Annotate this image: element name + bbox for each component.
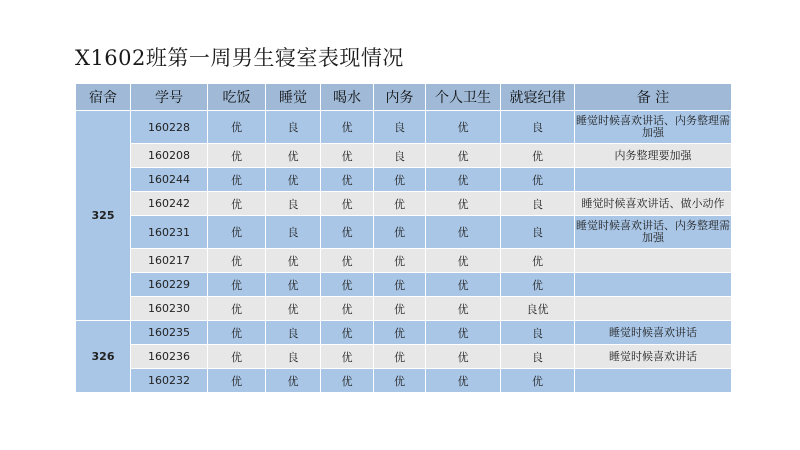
header-row bbox=[76, 84, 732, 111]
eat-cell: 优 bbox=[208, 249, 266, 273]
eat-cell: 优 bbox=[208, 321, 266, 345]
water-cell: 优 bbox=[321, 216, 374, 249]
hygiene-cell: 优 bbox=[426, 369, 501, 393]
note-cell: 睡觉时候喜欢讲话 bbox=[575, 321, 732, 345]
student-id-cell: 160230 bbox=[131, 297, 208, 321]
header-discipline: 就寝纪律 bbox=[501, 84, 575, 111]
table-row bbox=[76, 168, 732, 192]
table-row bbox=[76, 249, 732, 273]
hygiene-cell: 优 bbox=[426, 249, 501, 273]
header-dorm: 宿舍 bbox=[76, 84, 131, 111]
water-cell: 优 bbox=[321, 144, 374, 168]
hygiene-cell: 优 bbox=[426, 144, 501, 168]
student-id-cell: 160235 bbox=[131, 321, 208, 345]
eat-cell: 优 bbox=[208, 144, 266, 168]
eat-cell: 优 bbox=[208, 216, 266, 249]
student-id-cell: 160208 bbox=[131, 144, 208, 168]
student-id-cell: 160232 bbox=[131, 369, 208, 393]
header-student-id: 学号 bbox=[131, 84, 208, 111]
hygiene-cell: 优 bbox=[426, 111, 501, 144]
discipline-cell: 良 bbox=[501, 192, 575, 216]
chores-cell: 优 bbox=[374, 345, 426, 369]
chores-cell: 优 bbox=[374, 249, 426, 273]
sleep-cell: 优 bbox=[266, 144, 321, 168]
discipline-cell: 良优 bbox=[501, 297, 575, 321]
table-row bbox=[76, 111, 732, 144]
eat-cell: 优 bbox=[208, 192, 266, 216]
hygiene-cell: 优 bbox=[426, 273, 501, 297]
page-title: X1602班第一周男生寝室表现情况 bbox=[75, 46, 404, 70]
water-cell: 优 bbox=[321, 297, 374, 321]
student-id-cell: 160236 bbox=[131, 345, 208, 369]
water-cell: 优 bbox=[321, 321, 374, 345]
student-id-cell: 160228 bbox=[131, 111, 208, 144]
chores-cell: 优 bbox=[374, 192, 426, 216]
sleep-cell: 良 bbox=[266, 111, 321, 144]
hygiene-cell: 优 bbox=[426, 168, 501, 192]
discipline-cell: 良 bbox=[501, 321, 575, 345]
header-hygiene: 个人卫生 bbox=[426, 84, 501, 111]
chores-cell: 优 bbox=[374, 273, 426, 297]
sleep-cell: 优 bbox=[266, 273, 321, 297]
note-cell: 睡觉时候喜欢讲话、做小动作 bbox=[575, 192, 732, 216]
student-id-cell: 160242 bbox=[131, 192, 208, 216]
water-cell: 优 bbox=[321, 369, 374, 393]
discipline-cell: 优 bbox=[501, 369, 575, 393]
sleep-cell: 优 bbox=[266, 297, 321, 321]
sleep-cell: 优 bbox=[266, 168, 321, 192]
sleep-cell: 良 bbox=[266, 345, 321, 369]
chores-cell: 优 bbox=[374, 216, 426, 249]
note-cell bbox=[575, 273, 732, 297]
hygiene-cell: 优 bbox=[426, 192, 501, 216]
chores-cell: 优 bbox=[374, 297, 426, 321]
chores-cell: 优 bbox=[374, 321, 426, 345]
hygiene-cell: 优 bbox=[426, 321, 501, 345]
table-row bbox=[76, 321, 732, 345]
student-id-cell: 160217 bbox=[131, 249, 208, 273]
water-cell: 优 bbox=[321, 273, 374, 297]
chores-cell: 良 bbox=[374, 111, 426, 144]
eat-cell: 优 bbox=[208, 168, 266, 192]
discipline-cell: 优 bbox=[501, 249, 575, 273]
note-cell: 内务整理要加强 bbox=[575, 144, 732, 168]
sleep-cell: 优 bbox=[266, 369, 321, 393]
table-row bbox=[76, 144, 732, 168]
discipline-cell: 良 bbox=[501, 216, 575, 249]
note-cell: 睡觉时候喜欢讲话、内务整理需加强 bbox=[575, 216, 732, 249]
header-water: 喝水 bbox=[321, 84, 374, 111]
eat-cell: 优 bbox=[208, 297, 266, 321]
chores-cell: 良 bbox=[374, 144, 426, 168]
discipline-cell: 优 bbox=[501, 144, 575, 168]
water-cell: 优 bbox=[321, 192, 374, 216]
water-cell: 优 bbox=[321, 345, 374, 369]
note-cell bbox=[575, 297, 732, 321]
note-cell bbox=[575, 369, 732, 393]
table-row bbox=[76, 192, 732, 216]
note-cell bbox=[575, 249, 732, 273]
water-cell: 优 bbox=[321, 111, 374, 144]
table-row bbox=[76, 345, 732, 369]
water-cell: 优 bbox=[321, 249, 374, 273]
student-id-cell: 160229 bbox=[131, 273, 208, 297]
chores-cell: 优 bbox=[374, 369, 426, 393]
hygiene-cell: 优 bbox=[426, 297, 501, 321]
sleep-cell: 良 bbox=[266, 192, 321, 216]
header-note: 备 注 bbox=[575, 84, 732, 111]
hygiene-cell: 优 bbox=[426, 345, 501, 369]
discipline-cell: 良 bbox=[501, 111, 575, 144]
table-row bbox=[76, 369, 732, 393]
student-id-cell: 160244 bbox=[131, 168, 208, 192]
note-cell: 睡觉时候喜欢讲话 bbox=[575, 345, 732, 369]
note-cell: 睡觉时候喜欢讲话、内务整理需加强 bbox=[575, 111, 732, 144]
table-row bbox=[76, 216, 732, 249]
eat-cell: 优 bbox=[208, 273, 266, 297]
discipline-cell: 优 bbox=[501, 168, 575, 192]
discipline-cell: 良 bbox=[501, 345, 575, 369]
eat-cell: 优 bbox=[208, 369, 266, 393]
header-sleep: 睡觉 bbox=[266, 84, 321, 111]
header-chores: 内务 bbox=[374, 84, 426, 111]
discipline-cell: 优 bbox=[501, 273, 575, 297]
header-eat: 吃饭 bbox=[208, 84, 266, 111]
eat-cell: 优 bbox=[208, 111, 266, 144]
table-row bbox=[76, 273, 732, 297]
note-cell bbox=[575, 168, 732, 192]
chores-cell: 优 bbox=[374, 168, 426, 192]
sleep-cell: 良 bbox=[266, 216, 321, 249]
hygiene-cell: 优 bbox=[426, 216, 501, 249]
dorm-cell: 325 bbox=[76, 111, 131, 321]
eat-cell: 优 bbox=[208, 345, 266, 369]
dorm-cell: 326 bbox=[76, 321, 131, 393]
table-row bbox=[76, 297, 732, 321]
student-id-cell: 160231 bbox=[131, 216, 208, 249]
sleep-cell: 良 bbox=[266, 321, 321, 345]
sleep-cell: 优 bbox=[266, 249, 321, 273]
performance-table bbox=[75, 83, 732, 393]
water-cell: 优 bbox=[321, 168, 374, 192]
